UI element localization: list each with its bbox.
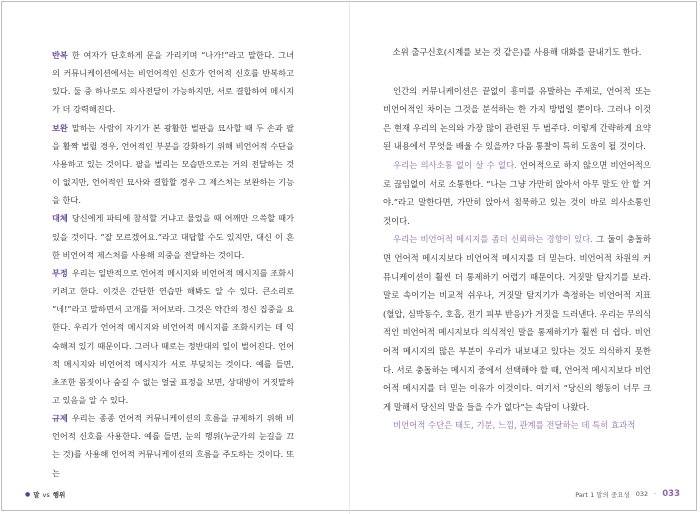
section-label: Part 1 말의 중요성 bbox=[575, 490, 630, 499]
paragraph-text: 당신에게 파티에 참석할 거냐고 물었을 때 어깨만 으쓱할 때가 있을 것이다. “잘 모르겠어요.”라고 대답할 수도 있지만, 대신 이 흔한 비언어적 제스처를 사용해 의중을 전달하는 것이다. bbox=[52, 213, 294, 260]
left-page-body bbox=[52, 46, 294, 482]
page-number-left: 032 bbox=[635, 490, 649, 498]
paragraph-insight-1 bbox=[383, 156, 651, 230]
paragraph-insight-3 bbox=[383, 416, 651, 435]
right-page-body bbox=[383, 43, 651, 435]
book-title-separator: vs bbox=[42, 490, 50, 499]
paragraph-repeat bbox=[52, 46, 294, 119]
left-page bbox=[0, 0, 349, 514]
paragraph-contradict bbox=[52, 264, 294, 409]
running-footer-right bbox=[575, 489, 680, 499]
paragraph-text: 우리는 일반적으로 언어적 메시지와 비언어적 메시지를 조화시키려고 한다. 이것은 간단한 연습만 해봐도 알 수 있다. 큰소리로 “네!”라고 말하면서 고개를 저어보라. 그것은 약간의 정신 집중을 요한다. 우리가 언어적 메시지와 비언어적 메시지를 조화시키는 데 익숙해져 있기 때문이다. 그러나 때로는 정반대의 일이 벌어진다. 언어적 메시지와 비언어적 메시지가 서로 부딪치는 것이다. 예를 들면, 초조한 몸짓이나 숨길 수 없는 얼굴 표정을 보면, 상대방이 거짓말하고 있음을 알 수 있다. bbox=[52, 267, 294, 405]
continued-line: 소위 출구신호(시계를 보는 것 같은)를 사용해 대화를 끝내기도 한다. bbox=[392, 47, 642, 57]
page-number-separator: · bbox=[654, 490, 657, 498]
book-title-part: 말 bbox=[33, 491, 40, 499]
bullet-icon: ● bbox=[25, 491, 31, 498]
term-label: 규제 bbox=[52, 413, 68, 424]
paragraph-intro: 인간의 커뮤니케이션은 끝없이 흥미를 유발하는 주제로, 언어적 또는 비언어적인 차이는 그것을 분석하는 한 가지 방법일 뿐이다. 그러나 이것은 현재 우리의 논의와 가장 많이 관련된 두 범주다. 이렇게 간략하게 요약된 내용에서 무엇을 배울 수 있을까? 다음 통찰이 특히 도움이 될 것이다. bbox=[383, 85, 651, 152]
running-footer-left bbox=[25, 490, 65, 499]
term-label: 대체 bbox=[52, 213, 68, 224]
highlight-text: 우리는 의사소통 없이 살 수 없다. bbox=[393, 159, 517, 170]
book-title-part: 행위 bbox=[52, 491, 66, 499]
paragraph-text: 언어적으로 하지 않으면 비언어적으로 끊임없이 서로 소통한다. “나는 그냥 가만히 앉아서 아무 말도 안 할 거야.”라고 말한다면, 가만히 앉아서 침묵하고 있는 것이 바로 의사소통인 것이다. bbox=[383, 159, 651, 226]
page-number-right: 033 bbox=[662, 489, 680, 499]
highlight-text: 비언어적 수단은 태도, 기분, 느낌, 관계를 전달하는 데 특히 효과적 bbox=[393, 420, 636, 431]
term-label: 보완 bbox=[52, 122, 68, 133]
paragraph-text: 한 여자가 단호하게 문을 가리키며 “나가!”라고 말한다. 그녀의 커뮤니케이션에서는 비언어적인 신호가 언어적 신호를 반복하고 있다. 둘 중 하나로도 의사전달이 가능하지만, 서로 결합하여 메시지가 더 강력해진다. bbox=[52, 50, 294, 115]
right-page bbox=[350, 0, 698, 514]
paragraph-regulate bbox=[52, 409, 294, 482]
paragraph-substitute bbox=[52, 209, 294, 263]
highlight-text: 우리는 비언어적 메시지를 좀더 신뢰하는 경향이 있다. bbox=[393, 234, 593, 245]
term-label: 부정 bbox=[52, 267, 68, 278]
paragraph-complement bbox=[52, 119, 294, 210]
paragraph-text: 그 둘이 충돌하면 언어적 메시지보다 비언어적 메시지를 더 믿는다. 비언어적 차원의 커뮤니케이션이 훨씬 더 통제하기 어렵기 때문이다. 거짓말 탐지기를 보라. 말로 속이기는 비교적 쉬우나, 거짓말 탐지기가 측정하는 비언어적 지표(혈압, 심박동수, 호흡, 전기 피부 반응)가 거짓을 드러낸다. 우리는 무의식적인 비언어적 메시지보다 의식적인 말을 통제하기가 훨씬 더 쉽다. 비언어적 메시지의 많은 부분이 우리가 내보내고 있다는 것도 의식하지 못한다. 서로 충돌하는 메시지 중에서 선택해야 할 때, 언어적 메시지보다 비언어적 메시지를 더 믿는 이유가 이것이다. 여기서 “당신의 행동이 너무 크게 말해서 당신의 말을 들을 수가 없다”는 속담이 나왔다. bbox=[383, 234, 652, 412]
paragraph-insight-2 bbox=[383, 230, 651, 416]
paragraph-text: 말하는 사람이 자기가 본 광활한 벌판을 묘사할 때 두 손과 팔을 활짝 벌릴 경우, 언어적인 부분을 강화하기 위해 비언어적 수단을 사용하고 있는 것이다. 팔을 벌리는 모습만으로는 거의 전달하는 것이 없지만, 언어적인 묘사와 결합할 경우 그 제스처는 보완하는 기능을 한다. bbox=[52, 122, 294, 206]
term-label: 반복 bbox=[52, 50, 68, 60]
paragraph-text: 우리는 종종 언어적 커뮤니케이션의 흐름을 규제하기 위해 비언어적 신호를 사용한다. 예를 들면, 눈의 행위(누군가의 눈길을 끄는 것)를 사용해 언어적 커뮤니케이션의 흐름을 주도하는 것이다. 또는 bbox=[52, 413, 294, 478]
